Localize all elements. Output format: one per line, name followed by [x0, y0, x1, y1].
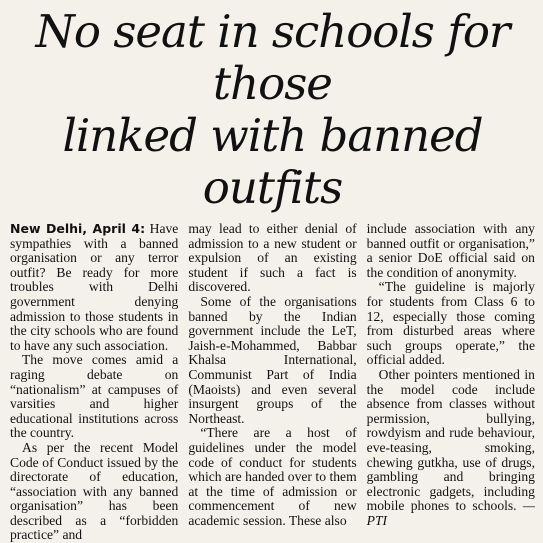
- headline-line-2: linked with banned outfits: [62, 109, 483, 214]
- column-2: [188, 222, 356, 543]
- paragraph: “The guideline is majorly for students from Class 6 to 12, especially those coming from disturbed areas where such groups operate,” the official added.: [366, 279, 535, 368]
- paragraph: include association with any banned outfit or organisation,” a senior DoE official said on the condition of anonymity.: [366, 221, 535, 280]
- paragraph: [10, 222, 178, 353]
- paragraph: [367, 368, 535, 529]
- headline-line-1: No seat in schools for those: [35, 5, 510, 110]
- paragraph: The move comes amid a raging debate on “nationalism” at campuses of varsities and higher educational institutions across the country.: [10, 352, 179, 441]
- paragraph: “There are a host of guidelines under the model code of conduct for students which are handed over to them at the time of admission or commencement of new academic session. These also: [188, 425, 357, 528]
- paragraph: Some of the organisations banned by the Indian government include the LeT, Jaish-e-Mohammed, Babbar Khalsa International, Communist Part of India (Maoists) and even several insurgent groups of the Northeast.: [188, 293, 357, 426]
- dateline: New Delhi, April 4:: [10, 221, 146, 236]
- paragraph-text: Have sympathies with a banned organisation or any terror outfit? Be ready for more troubles with Delhi government denying admission to those students in the city schools who are found to have any such association.: [10, 221, 179, 353]
- wire-credit: — PTI: [366, 498, 535, 528]
- paragraph: As per the recent Model Code of Conduct issued by the directorate of education, “association with any banned organisation” has been described as a “forbidden practice” and: [10, 439, 179, 543]
- column-1: [10, 222, 178, 543]
- paragraph: may lead to either denial of admission to a new student or expulsion of an existing student if such a fact is discovered.: [188, 221, 357, 295]
- column-3: [367, 222, 535, 543]
- article-body: [10, 222, 535, 543]
- headline: [10, 6, 535, 214]
- paragraph-text: Other pointers mentioned in the model code include absence from classes without permission, bullying, rowdyism and rude behaviour, eve-teasing, smoking, chewing gutkha, use of drugs, gambling and bringing electronic gadgets, including mobile phones to schools.: [366, 366, 535, 514]
